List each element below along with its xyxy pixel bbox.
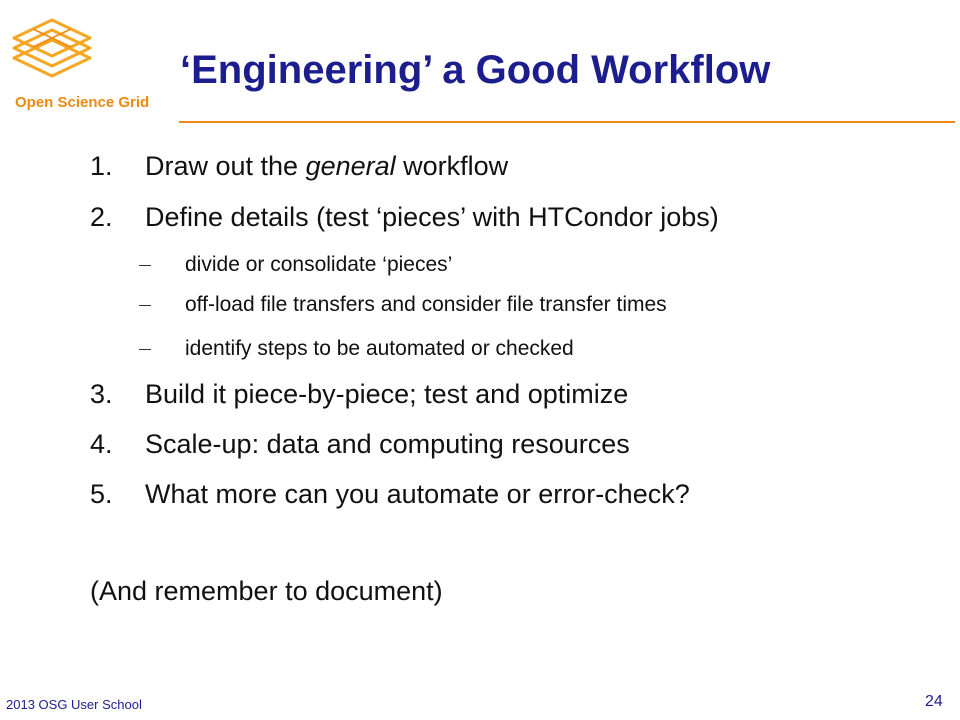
list-item-text: Draw out the xyxy=(145,151,306,181)
sub-item-3: identify steps to be automated or checked xyxy=(185,337,574,360)
page-number: 24 xyxy=(925,693,943,710)
sub-item-1: divide or consolidate ‘pieces’ xyxy=(185,253,453,276)
footer-text: 2013 OSG User School xyxy=(6,697,142,712)
list-item-4: Scale-up: data and computing resources xyxy=(145,429,630,459)
sub-item-2: off-load file transfers and consider file transfer times xyxy=(185,293,667,316)
sub-bullet-dash xyxy=(139,349,151,350)
list-item-2: Define details (test ‘pieces’ with HTCondor jobs) xyxy=(145,202,719,232)
sub-bullet-dash xyxy=(139,305,151,306)
list-item-1 xyxy=(145,151,508,182)
list-item-number: 3. xyxy=(90,379,113,409)
list-item-3: Build it piece-by-piece; test and optimize xyxy=(145,379,629,409)
list-item-number: 1. xyxy=(90,151,113,181)
logo-text: Open Science Grid xyxy=(15,94,150,111)
list-item-5: What more can you automate or error-check? xyxy=(145,479,690,509)
sub-bullet-dash xyxy=(139,265,151,266)
list-item-number: 2. xyxy=(90,202,113,232)
slide-title: ‘Engineering’ a Good Workflow xyxy=(180,48,771,92)
list-item-emphasis: general xyxy=(305,151,396,181)
list-item-number: 4. xyxy=(90,429,113,459)
list-item-number: 5. xyxy=(90,479,113,509)
closing-note: (And remember to document) xyxy=(90,576,443,606)
list-item-text: workflow xyxy=(395,151,509,181)
